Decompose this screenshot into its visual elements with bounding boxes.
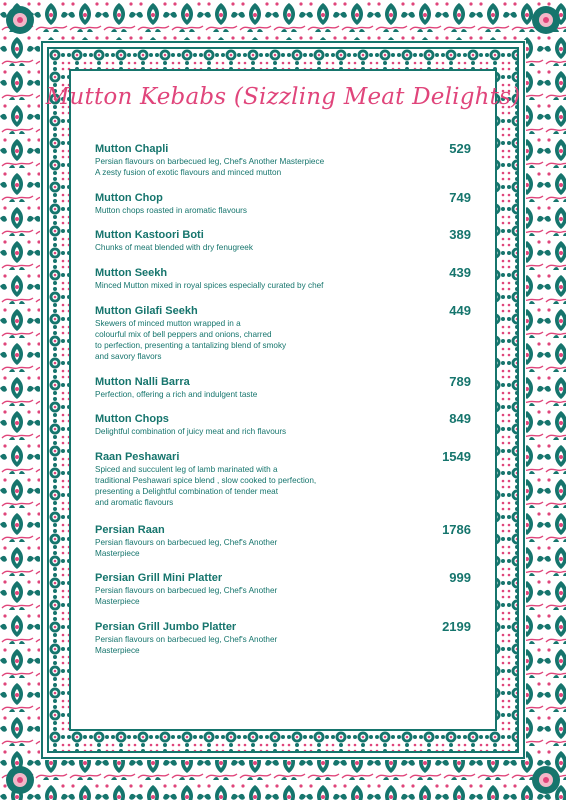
item-description: Minced Mutton mixed in royal spices especially curated by chef bbox=[95, 281, 324, 290]
item-description: Delightful combination of juicy meat and rich flavours bbox=[95, 427, 287, 436]
item-name: Mutton Chapli bbox=[95, 143, 169, 155]
item-description: Spiced and succulent leg of lamb marinated with a traditional Peshawari spice blend , slow cooked to perfection, presenting a Delightful combination of tender meat and aromatic flavours bbox=[95, 465, 317, 507]
menu-item bbox=[95, 450, 471, 508]
item-price: 389 bbox=[449, 227, 471, 242]
menu-item bbox=[95, 266, 471, 291]
item-price: 529 bbox=[449, 141, 471, 156]
item-description: Mutton chops roasted in aromatic flavours bbox=[95, 206, 247, 215]
item-name: Mutton Chops bbox=[95, 413, 169, 425]
item-price: 449 bbox=[449, 303, 471, 318]
item-name: Mutton Seekh bbox=[95, 267, 168, 279]
menu-item bbox=[95, 375, 471, 400]
item-name: Mutton Nalli Barra bbox=[95, 376, 190, 388]
menu-item bbox=[95, 620, 471, 656]
item-price: 1549 bbox=[442, 449, 471, 464]
menu-item bbox=[95, 571, 471, 607]
item-name: Mutton Kastoori Boti bbox=[95, 229, 204, 241]
menu-item bbox=[95, 412, 471, 437]
item-price: 749 bbox=[449, 190, 471, 205]
item-price: 789 bbox=[449, 374, 471, 389]
item-price: 439 bbox=[449, 265, 471, 280]
item-price: 999 bbox=[449, 570, 471, 585]
menu-item bbox=[95, 304, 471, 362]
item-description: Chunks of meat blended with dry fenugreek bbox=[95, 243, 253, 252]
item-name: Mutton Gilafi Seekh bbox=[95, 305, 198, 317]
item-name: Persian Grill Jumbo Platter bbox=[95, 621, 237, 633]
item-name: Raan Peshawari bbox=[95, 451, 180, 463]
menu-item bbox=[95, 523, 471, 559]
item-description: Persian flavours on barbecued leg, Chef's Another Masterpiece bbox=[95, 635, 278, 655]
item-description: Skewers of minced mutton wrapped in a colourful mix of bell peppers and onions, charred to perfection, presenting a tantalizing blend of smoky and savory flavors bbox=[95, 319, 287, 361]
item-description: Persian flavours on barbecued leg, Chef's Another Masterpiece bbox=[95, 538, 278, 558]
item-price: 1786 bbox=[442, 522, 471, 537]
menu-item bbox=[95, 191, 471, 216]
item-price: 2199 bbox=[442, 619, 471, 634]
item-description: Persian flavours on barbecued leg, Chef's Another Masterpiece A zesty fusion of exotic flavours and minced mutton bbox=[95, 157, 325, 177]
item-name: Persian Raan bbox=[95, 524, 165, 536]
item-name: Mutton Chop bbox=[95, 192, 163, 204]
menu-item bbox=[95, 228, 471, 253]
item-price: 849 bbox=[449, 411, 471, 426]
page-title: Mutton Kebabs (Sizzling Meat Delights) bbox=[45, 84, 521, 110]
item-description: Persian flavours on barbecued leg, Chef's Another Masterpiece bbox=[95, 586, 278, 606]
menu-item bbox=[95, 142, 471, 178]
item-description: Perfection, offering a rich and indulgent taste bbox=[95, 390, 258, 399]
item-name: Persian Grill Mini Platter bbox=[95, 572, 223, 584]
